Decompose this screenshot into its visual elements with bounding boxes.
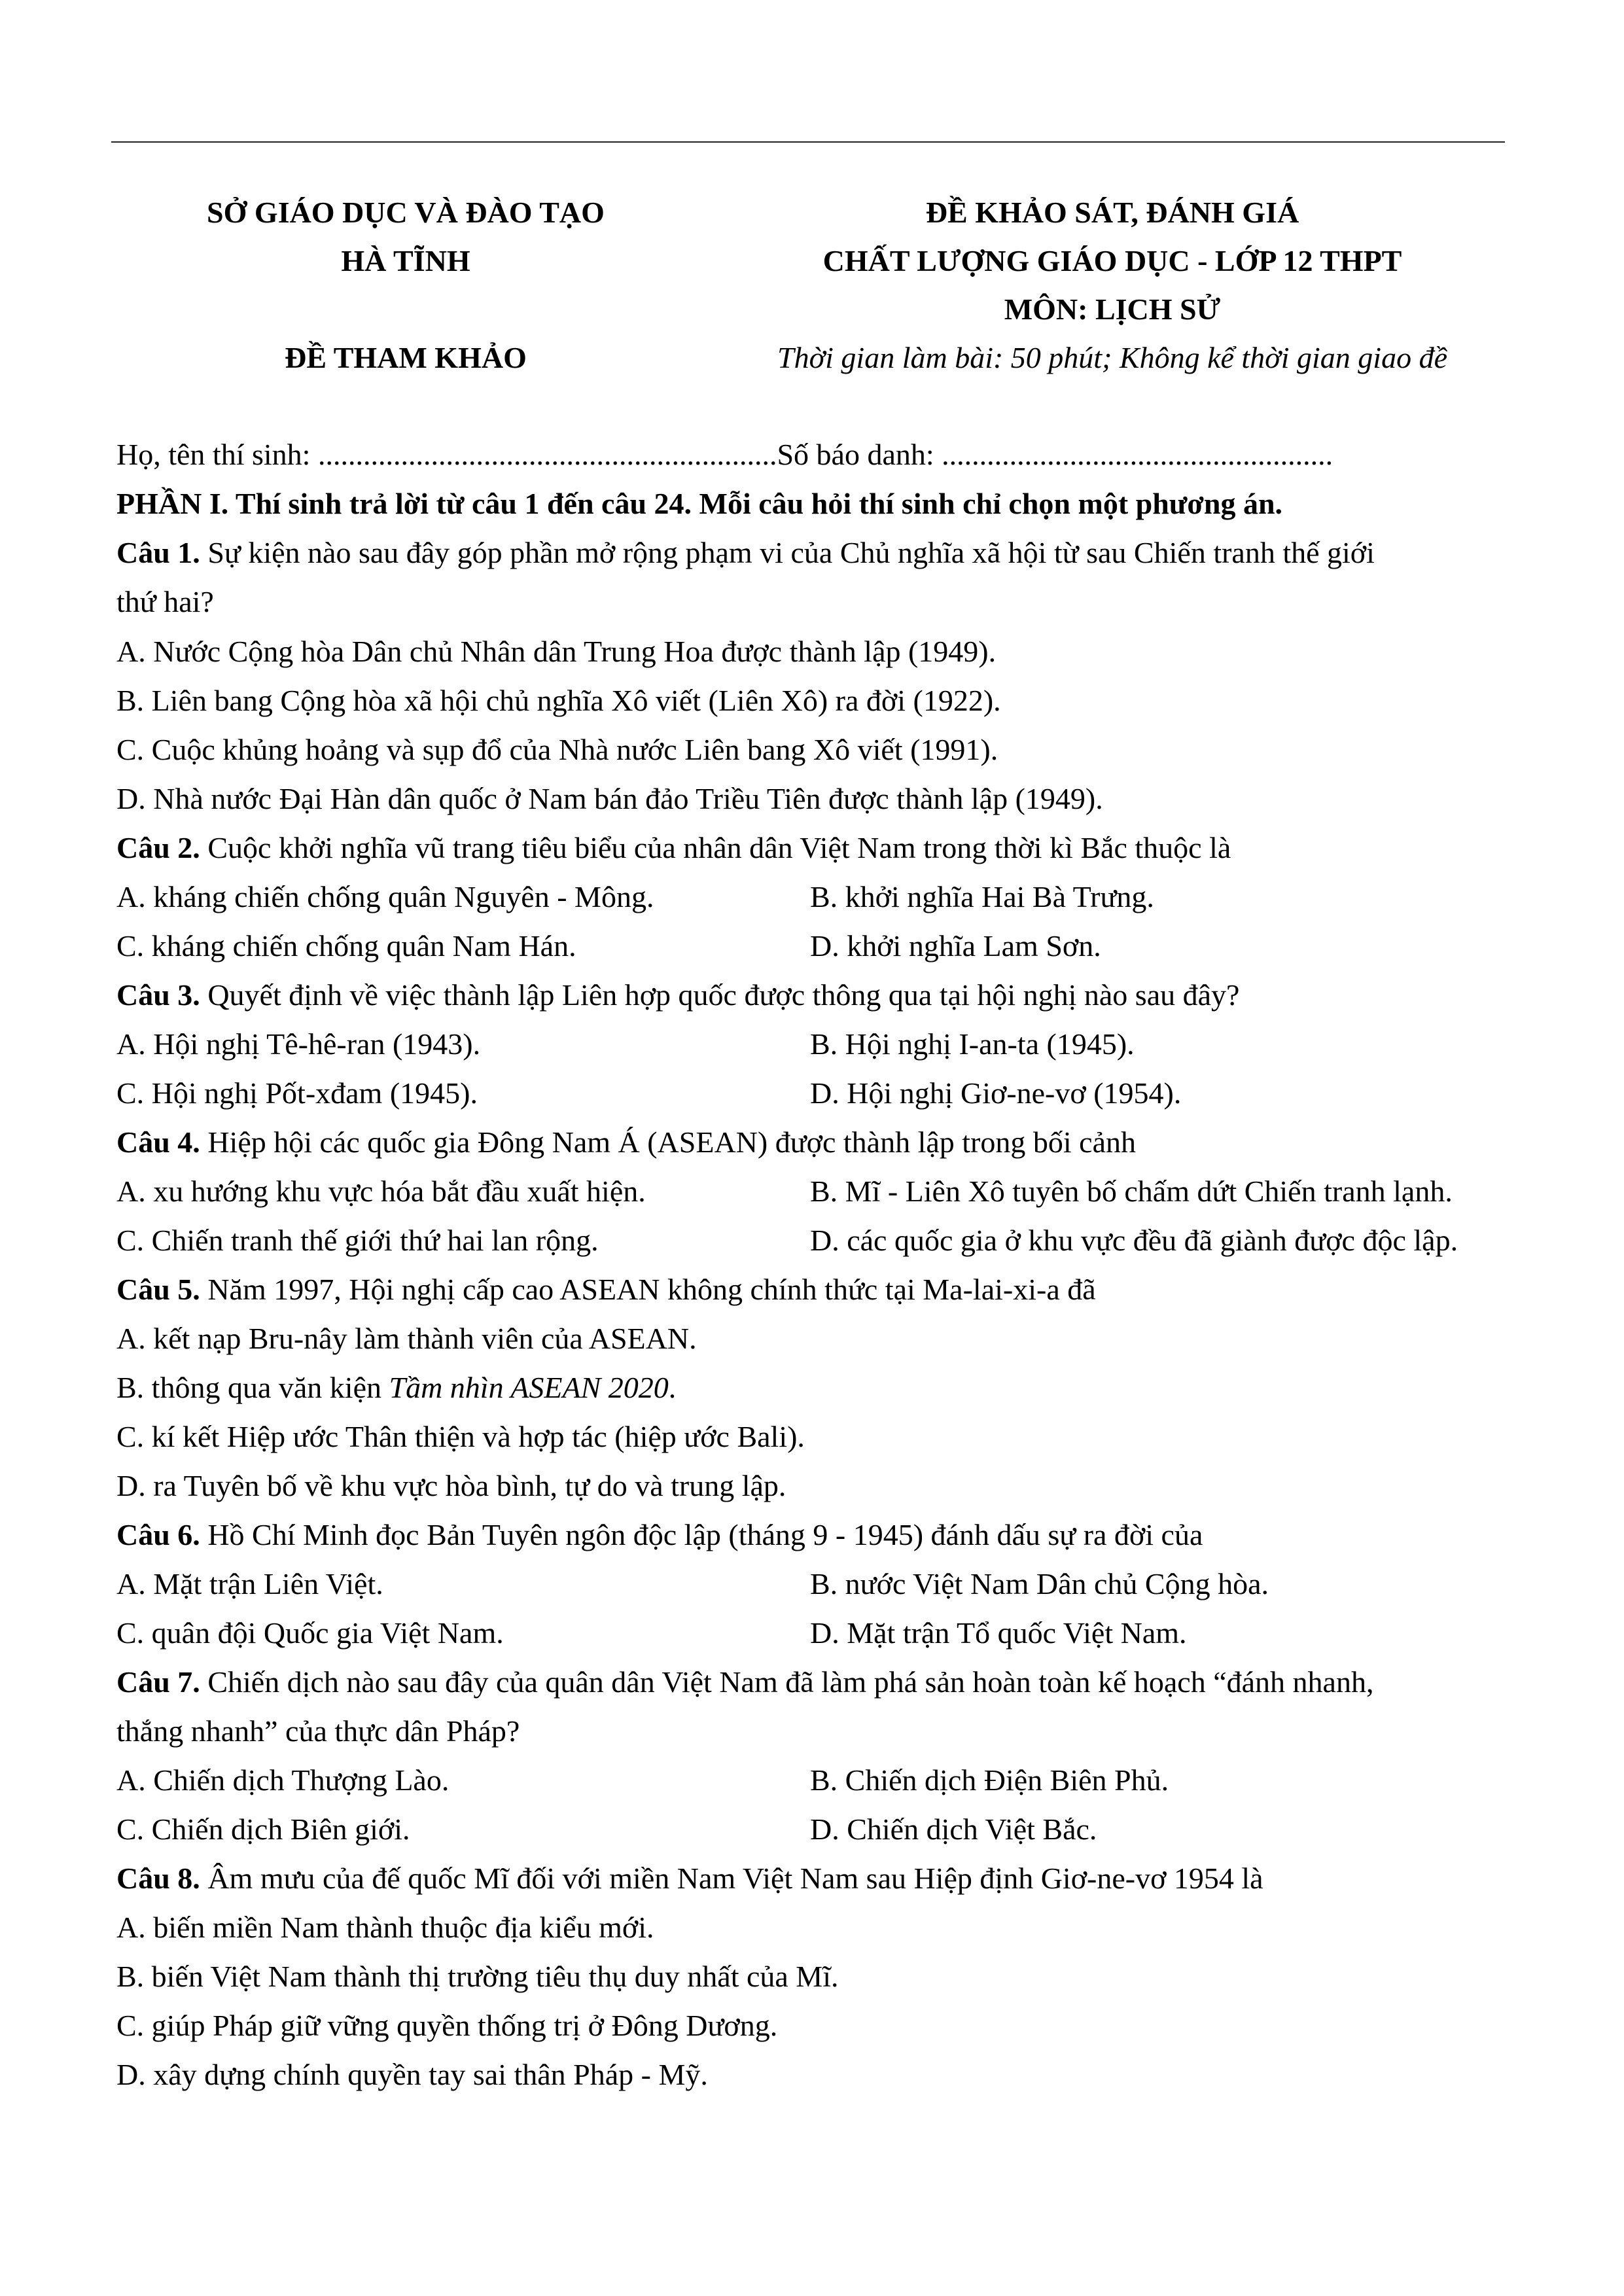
question-number: Câu 6.: [116, 1518, 200, 1551]
question-1-continued: thứ hai?: [116, 585, 214, 618]
student-info-line: Họ, tên thí sinh: .............................................................Số báo danh: ....................................................: [116, 438, 1333, 471]
question-text: Chiến dịch nào sau đây của quân dân Việt Nam đã làm phá sản hoàn toàn kế hoạch “đánh nhanh,: [200, 1665, 1374, 1699]
question-7: [116, 1663, 1373, 1702]
exam-title-line1: ĐỀ KHẢO SÁT, ĐÁNH GIÁ: [925, 196, 1299, 229]
option-d: D. xây dựng chính quyền tay sai thân Pháp - Mỹ.: [116, 2058, 708, 2091]
question-6: [116, 1515, 1203, 1555]
option-c: C. Hội nghị Pốt-xđam (1945).: [116, 1076, 478, 1110]
option-d: D. các quốc gia ở khu vực đều đã giành được độc lập.: [810, 1224, 1458, 1257]
question-7-continued: thắng nhanh” của thực dân Pháp?: [116, 1714, 520, 1748]
question-number: Câu 8.: [116, 1862, 200, 1895]
option-d: D. Hội nghị Giơ-ne-vơ (1954).: [810, 1076, 1182, 1110]
option-c: C. quân đội Quốc gia Việt Nam.: [116, 1616, 504, 1650]
question-text: Hồ Chí Minh đọc Bản Tuyên ngôn độc lập (tháng 9 - 1945) đánh dấu sự ra đời của: [200, 1518, 1203, 1551]
option-a: A. kết nạp Bru-nây làm thành viên của ASEAN.: [116, 1322, 697, 1355]
question-number: Câu 2.: [116, 831, 200, 864]
option-d: D. khởi nghĩa Lam Sơn.: [810, 929, 1101, 963]
option-c: C. Chiến dịch Biên giới.: [116, 1812, 410, 1846]
province-name: HÀ TĨNH: [341, 244, 470, 277]
option-b: B. biến Việt Nam thành thị trường tiêu thụ duy nhất của Mĩ.: [116, 1960, 839, 1993]
question-number: Câu 1.: [116, 536, 200, 569]
question-text: Hiệp hội các quốc gia Đông Nam Á (ASEAN) được thành lập trong bối cảnh: [200, 1125, 1136, 1159]
exam-title-line2: CHẤT LƯỢNG GIÁO DỤC - LỚP 12 THPT: [822, 244, 1402, 277]
option-b: B. Hội nghị I-an-ta (1945).: [810, 1027, 1135, 1061]
option-c: C. Chiến tranh thế giới thứ hai lan rộng.: [116, 1224, 599, 1257]
question-text: Sự kiện nào sau đây góp phần mở rộng phạm vi của Chủ nghĩa xã hội từ sau Chiến tranh thế giới: [200, 536, 1375, 569]
option-c: C. Cuộc khủng hoảng và sụp đổ của Nhà nước Liên bang Xô viết (1991).: [116, 733, 998, 766]
question-number: Câu 5.: [116, 1273, 200, 1306]
option-c: C. kháng chiến chống quân Nam Hán.: [116, 929, 576, 963]
option-b-text: B. thông qua văn kiện: [116, 1371, 389, 1404]
question-text: Cuộc khởi nghĩa vũ trang tiêu biểu của nhân dân Việt Nam trong thời kì Bắc thuộc là: [200, 831, 1231, 864]
option-a: A. Mặt trận Liên Việt.: [116, 1567, 383, 1600]
option-d: D. Mặt trận Tổ quốc Việt Nam.: [810, 1616, 1187, 1650]
question-3: [116, 976, 1239, 1015]
option-b: B. Mĩ - Liên Xô tuyên bố chấm dứt Chiến tranh lạnh.: [810, 1174, 1453, 1208]
option-d: D. Chiến dịch Việt Bắc.: [810, 1812, 1097, 1846]
option-b-period: .: [668, 1371, 677, 1404]
question-number: Câu 7.: [116, 1665, 200, 1699]
option-b: B. Chiến dịch Điện Biên Phủ.: [810, 1763, 1169, 1797]
question-number: Câu 3.: [116, 978, 200, 1012]
top-rule: [111, 141, 1505, 143]
question-text: Âm mưu của đế quốc Mĩ đối với miền Nam Việt Nam sau Hiệp định Giơ-ne-vơ 1954 là: [200, 1862, 1263, 1895]
time-note: Thời gian làm bài: 50 phút; Không kể thời gian giao đề: [777, 341, 1447, 374]
department-name: SỞ GIÁO DỤC VÀ ĐÀO TẠO: [207, 196, 605, 229]
question-8: [116, 1859, 1263, 1898]
option-b-document-title: Tầm nhìn ASEAN 2020: [389, 1371, 669, 1404]
option-b: B. Liên bang Cộng hòa xã hội chủ nghĩa Xô viết (Liên Xô) ra đời (1922).: [116, 684, 1001, 717]
option-a: A. biến miền Nam thành thuộc địa kiểu mới.: [116, 1911, 654, 1944]
option-b: [116, 1368, 676, 1407]
exam-header: [111, 188, 1505, 385]
exam-type: ĐỀ THAM KHẢO: [285, 341, 527, 374]
option-d: D. ra Tuyên bố về khu vực hòa bình, tự do và trung lập.: [116, 1469, 786, 1502]
option-a: A. xu hướng khu vực hóa bắt đầu xuất hiện.: [116, 1174, 646, 1208]
option-b: B. khởi nghĩa Hai Bà Trưng.: [810, 880, 1154, 913]
subject-name: MÔN: LỊCH SỬ: [1004, 292, 1221, 326]
option-a: A. kháng chiến chống quân Nguyên - Mông.: [116, 880, 654, 913]
option-c: C. kí kết Hiệp ước Thân thiện và hợp tác (hiệp ước Bali).: [116, 1420, 805, 1453]
option-b: B. nước Việt Nam Dân chủ Cộng hòa.: [810, 1567, 1269, 1600]
option-d: D. Nhà nước Đại Hàn dân quốc ở Nam bán đảo Triều Tiên được thành lập (1949).: [116, 782, 1103, 815]
part1-heading: PHẦN I. Thí sinh trả lời từ câu 1 đến câu 24. Mỗi câu hỏi thí sinh chỉ chọn một phương án.: [116, 487, 1283, 520]
option-a: A. Nước Cộng hòa Dân chủ Nhân dân Trung Hoa được thành lập (1949).: [116, 635, 997, 668]
option-a: A. Hội nghị Tê-hê-ran (1943).: [116, 1027, 481, 1061]
question-text: Năm 1997, Hội nghị cấp cao ASEAN không chính thức tại Ma-lai-xi-a đã: [200, 1273, 1096, 1306]
question-text: Quyết định về việc thành lập Liên hợp quốc được thông qua tại hội nghị nào sau đây?: [200, 978, 1240, 1012]
question-1: [116, 533, 1375, 573]
question-5: [116, 1270, 1096, 1309]
option-c: C. giúp Pháp giữ vững quyền thống trị ở Đông Dương.: [116, 2009, 778, 2042]
question-number: Câu 4.: [116, 1125, 200, 1159]
option-a: A. Chiến dịch Thượng Lào.: [116, 1763, 450, 1797]
question-4: [116, 1123, 1136, 1162]
question-2: [116, 828, 1231, 868]
